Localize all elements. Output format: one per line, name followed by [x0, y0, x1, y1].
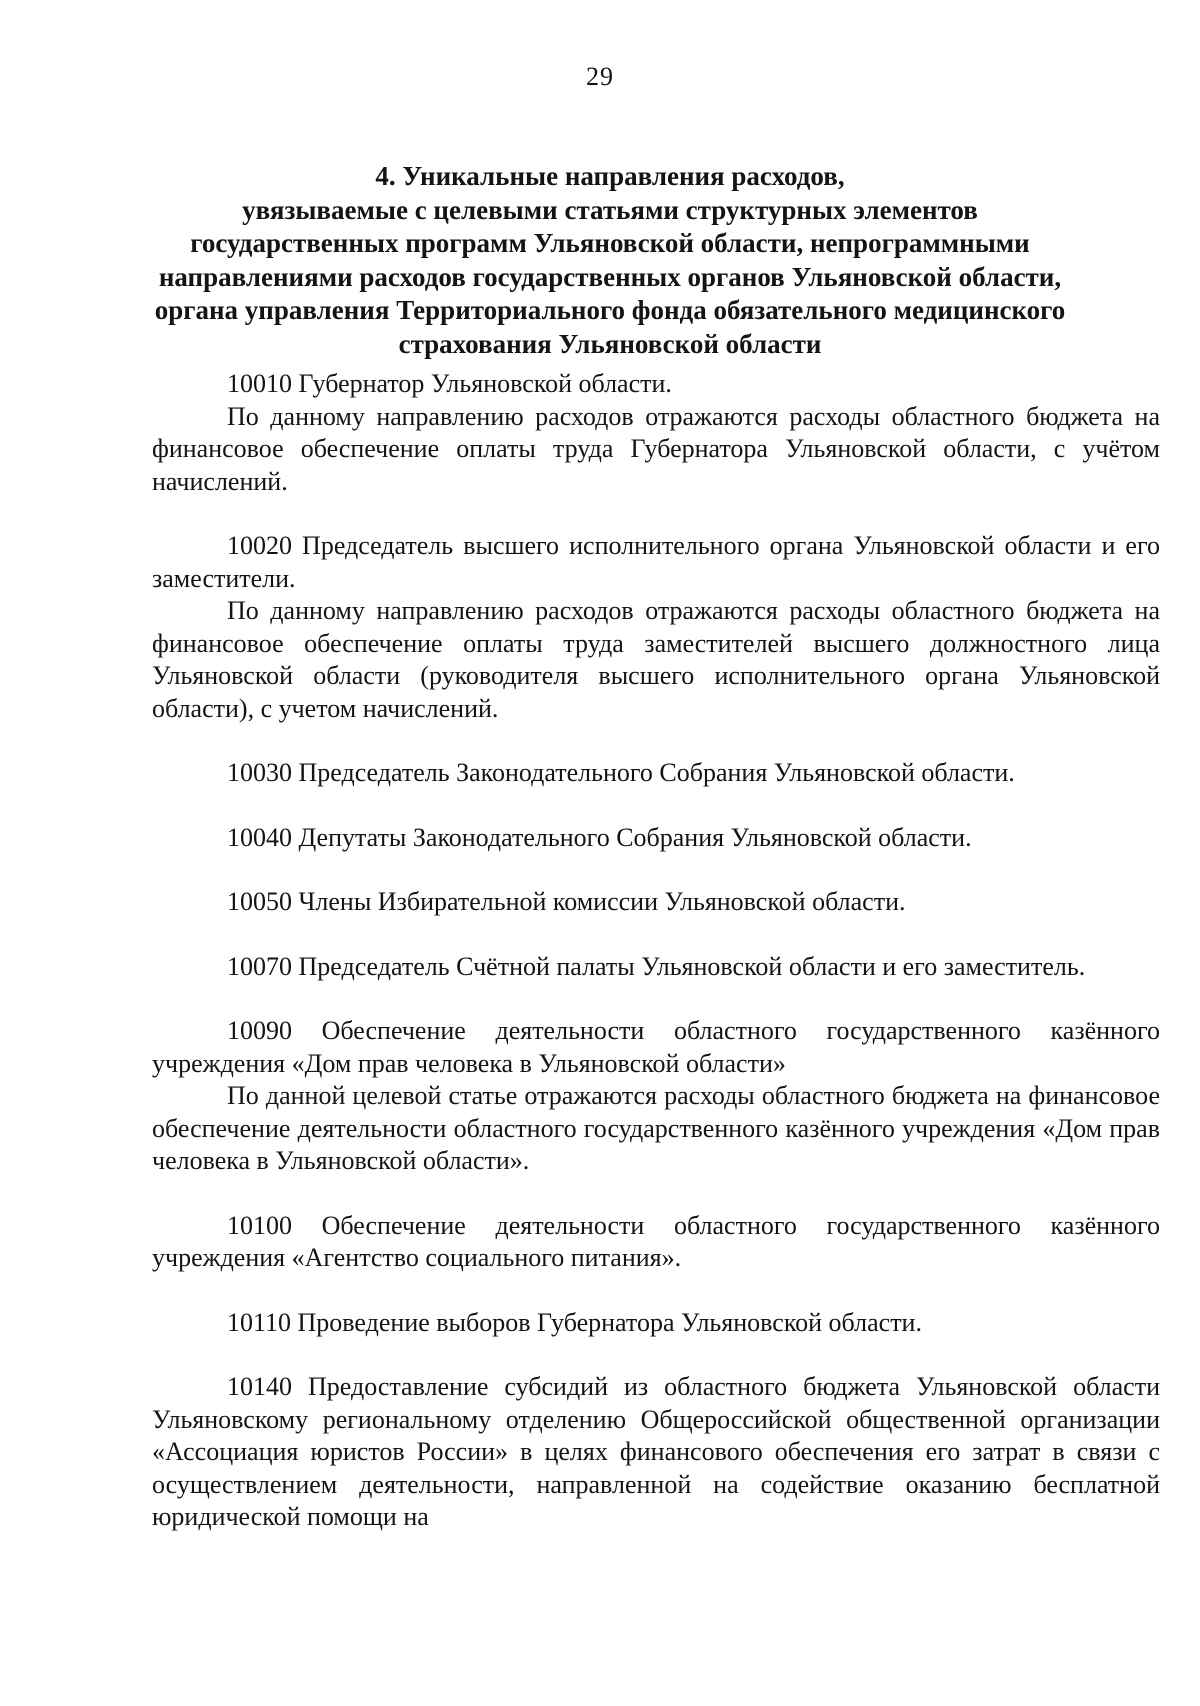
paragraph-gap — [152, 1178, 1160, 1210]
heading-line: увязываемые с целевыми статьями структурных элементов — [242, 194, 978, 225]
entry-10020-description: По данному направлению расходов отражаются расходы областного бюджета на финансовое обеспечение оплаты труда заместителей высшего должностного лица Ульяновской области (руководителя высшего исполнительного органа Ульяновской области), с учетом начислений. — [152, 596, 1160, 723]
entry-10050-title: 10050 Члены Избирательной комиссии Ульяновской области. — [227, 887, 906, 916]
heading-line: органа управления Территориального фонда обязательного медицинского — [154, 295, 1066, 325]
entry-10010-description: По данному направлению расходов отражаются расходы областного бюджета на финансовое обеспечение оплаты труда Губернатора Ульяновской области, с учётом начислений. — [152, 401, 1160, 496]
entry-10090-description: По данной целевой статье отражаются расходы областного бюджета на финансовое обеспечение деятельности областного государственного казённого учреждения «Дом прав человека в Ульяновской области». — [152, 1081, 1160, 1175]
section-heading — [140, 160, 1080, 361]
entry-10100-title: 10100 Обеспечение деятельности областного государственного казённого учреждения «Агентство социального питания». — [152, 1210, 1160, 1272]
heading-line: направлениями расходов государственных органов Ульяновской области, — [158, 261, 1062, 292]
heading-line: страхования Ульяновской области — [398, 328, 822, 359]
paragraph-gap — [152, 854, 1160, 886]
entry-10140-title: 10140 Предоставление субсидий из областного бюджета Ульяновской области Ульяновскому региональному отделению Общероссийской общественной организации «Ассоциация юристов России» в целях финансового обеспечения его затрат в связи с осуществлением деятельности, направленной на содействие оказанию бесплатной юридической помощи на — [152, 1372, 1160, 1531]
paragraph-gap — [152, 790, 1160, 822]
paragraph-gap — [152, 498, 1160, 530]
paragraph-gap — [152, 1339, 1160, 1371]
entry-10040-title: 10040 Депутаты Законодательного Собрания Ульяновской области. — [227, 822, 972, 852]
paragraph-gap — [152, 725, 1160, 757]
heading-line: государственных программ Ульяновской области, непрограммными — [190, 228, 1030, 258]
heading-line: 4. Уникальные направления расходов, — [375, 161, 845, 191]
entry-10010-title: 10010 Губернатор Ульяновской области. — [227, 369, 672, 398]
paragraph-gap — [152, 983, 1160, 1015]
paragraph-gap — [152, 919, 1160, 951]
entry-10020-title: 10020 Председатель высшего исполнительного органа Ульяновской области и его заместители. — [152, 531, 1160, 593]
entry-10110-title: 10110 Проведение выборов Губернатора Ульяновской области. — [227, 1307, 922, 1337]
document-body — [152, 368, 1160, 1534]
entry-10030-title: 10030 Председатель Законодательного Собрания Ульяновской области. — [227, 758, 1015, 787]
page-number: 29 — [586, 62, 614, 91]
entry-10090-title: 10090 Обеспечение деятельности областного государственного казённого учреждения «Дом прав человека в Ульяновской области» — [152, 1016, 1160, 1078]
entry-10070-title: 10070 Председатель Счётной палаты Ульяновской области и его заместитель. — [227, 951, 1086, 981]
paragraph-gap — [152, 1275, 1160, 1307]
